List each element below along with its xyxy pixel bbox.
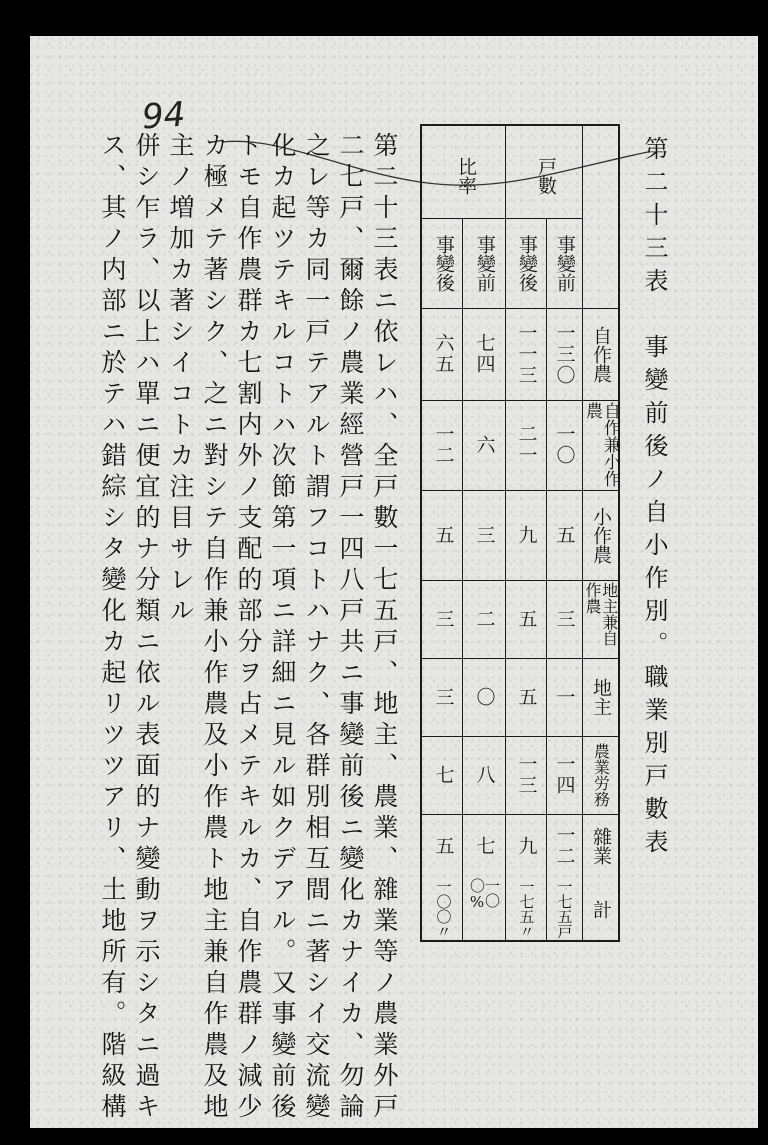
cell: 〇 <box>473 686 496 708</box>
cell: 五 <box>515 686 538 708</box>
cell: 一〇〇% <box>468 878 501 911</box>
cell: 五 <box>432 524 455 546</box>
body-column-5: トモ自作農群カ七割内外ノ支配的部分ヲ占メテキルカ、自作農群ノ減少 <box>234 132 263 1124</box>
col-label-jisakuno: 自作農 <box>589 325 612 383</box>
cell: 六五 <box>432 333 455 375</box>
col-label-kei: 計 <box>589 899 612 919</box>
cell: 二 <box>473 608 496 630</box>
cell: 一四 <box>553 754 576 796</box>
cell: 一 <box>553 686 576 708</box>
cell: 一七五戸 <box>555 879 574 939</box>
cell: 五 <box>553 524 576 546</box>
body-column-7: 主ノ増加カ著シイコトカ注目サレル <box>166 132 195 628</box>
body-column-3: 之レ等カ同一戸テアルト謂フコトハナク、各群別相互間ニ著シイ交流變 <box>302 132 331 1124</box>
cell: 六 <box>473 434 496 456</box>
cell: 九 <box>515 835 538 857</box>
row-header-ratio-after: 事變後 <box>432 234 455 292</box>
cell: 一〇〇〃 <box>434 879 453 939</box>
cell: 一〇 <box>553 424 576 466</box>
cell: 八 <box>473 764 496 786</box>
cell: 三 <box>553 608 576 630</box>
cell: 五 <box>432 835 455 857</box>
cell: 一三〇 <box>553 322 576 386</box>
group-hiritsu: 比率 <box>454 157 477 195</box>
body-column-2: 二七戸、爾餘ノ農業經營戸一四八戸共ニ事變前後ニ變化カナイカ、勿論 <box>336 132 365 1124</box>
cell: 九 <box>515 524 538 546</box>
page-number: 94 <box>140 94 187 138</box>
cell: 一二 <box>553 825 576 867</box>
col-label-jisaku-kenkosaku: 自作兼小作農 <box>582 402 620 487</box>
statistics-table <box>420 124 620 942</box>
col-label-jinushi: 地主 <box>589 678 612 716</box>
cell: 一二 <box>432 424 455 466</box>
col-label-zatsugyo: 雜業 <box>589 827 612 865</box>
cell: 三 <box>473 524 496 546</box>
col-label-nogyo-romu: 農業労務 <box>591 743 611 807</box>
document-page <box>30 36 758 1128</box>
col-label-kosakuno: 小作農 <box>589 506 612 564</box>
body-column-4: 化カ起ツテキルコトハ次節第一項ニ詳細ニ見ル如クデアル。又事變前後 <box>268 132 297 1124</box>
cell: 一七五〃 <box>517 879 536 939</box>
cell: 五 <box>515 608 538 630</box>
row-header-ratio-before: 事變前 <box>473 234 496 292</box>
cell: 二一 <box>515 424 538 466</box>
cell: 三 <box>432 686 455 708</box>
table-title: 第二十三表 事變前後ノ自小作別。職業別戸數表 <box>640 136 668 862</box>
body-column-9: ス、其ノ内部ニ於テハ錯綜シタ變化カ起リツツアリ、土地所有。階級構 <box>98 132 127 1124</box>
row-header-hosu-after: 事變後 <box>515 234 538 292</box>
col-label-jinushi-ken-jisaku: 地主兼自作農 <box>583 582 619 646</box>
cell: 七四 <box>473 333 496 375</box>
cell: 七 <box>473 835 496 857</box>
body-column-1: 第二十三表ニ依レハ、全戸數一七五戸、地主、農業、雜業等ノ農業外戸 <box>370 132 399 1124</box>
row-header-hosu-before: 事變前 <box>553 234 576 292</box>
cell: 七 <box>432 764 455 786</box>
cell: 一三 <box>515 754 538 796</box>
body-column-6: カ極メテ著シク、之ニ對シテ自作兼小作農及小作農ト地主兼自作農及地 <box>200 132 229 1124</box>
body-column-8: 併シ乍ラ、以上ハ單ニ便宜的ナ分類ニ依ル表面的ナ變動ヲ示シタニ過キ <box>132 132 161 1124</box>
cell: 三 <box>432 608 455 630</box>
cell: 一一三 <box>515 322 538 386</box>
group-hosu: 戸數 <box>534 157 557 195</box>
